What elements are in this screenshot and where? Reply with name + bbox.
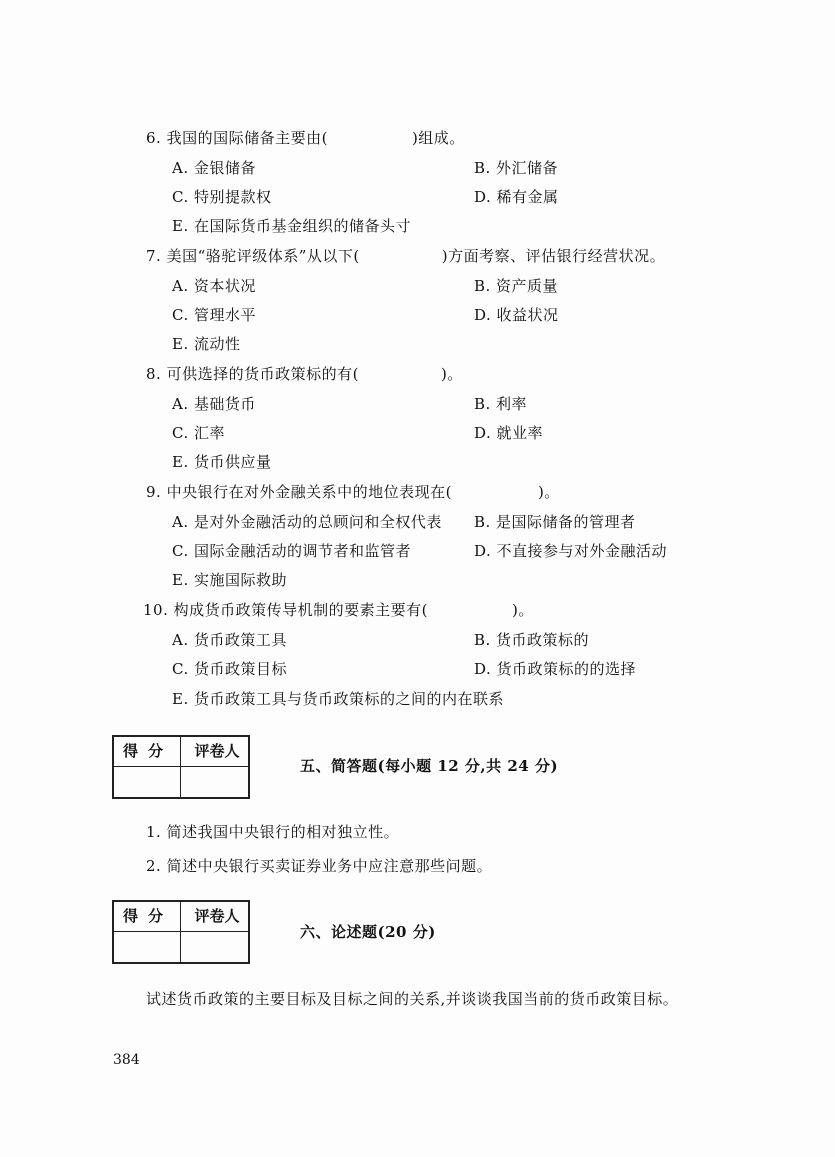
question-stem-text: )方面考察、评估银行经营状况。	[441, 247, 666, 265]
question-stem-text: 10. 构成货币政策传导机制的要素主要有(	[143, 601, 428, 619]
question-stem-text: 6. 我国的国际储备主要由(	[146, 129, 328, 147]
question-stem-text: 9. 中央银行在对外金融关系中的地位表现在(	[146, 483, 452, 501]
option-e: E. 流动性	[172, 335, 241, 353]
question-6-stem	[146, 128, 465, 148]
essay-question: 试述货币政策的主要目标及目标之间的关系,并谈谈我国当前的货币政策目标。	[146, 990, 679, 1008]
grader-label: 评卷人	[194, 742, 240, 760]
question-stem-text: )。	[537, 483, 560, 501]
option-a: A. 金银储备	[172, 159, 256, 177]
page-number: 384	[113, 1052, 140, 1068]
short-answer-question: 1. 简述我国中央银行的相对独立性。	[146, 823, 400, 841]
option-e: E. 货币供应量	[172, 453, 272, 471]
option-d: D. 稀有金属	[474, 188, 559, 206]
question-stem-text: 8. 可供选择的货币政策标的有(	[146, 365, 359, 383]
score-box	[112, 735, 250, 799]
option-d: D. 不直接参与对外金融活动	[474, 542, 668, 560]
option-d: D. 收益状况	[474, 306, 559, 324]
option-b: B. 利率	[474, 395, 528, 413]
option-c: C. 特别提款权	[172, 188, 272, 206]
grader-label: 评卷人	[194, 907, 240, 925]
option-a: A. 基础货币	[172, 395, 256, 413]
option-a: A. 货币政策工具	[172, 631, 287, 649]
question-stem-text: )。	[440, 365, 463, 383]
option-d: D. 货币政策标的的选择	[474, 660, 637, 678]
option-b: B. 货币政策标的	[474, 631, 590, 649]
question-9-stem	[146, 482, 560, 502]
option-a: A. 资本状况	[172, 277, 256, 295]
option-a: A. 是对外金融活动的总顾问和全权代表	[172, 513, 442, 531]
option-b: B. 外汇储备	[474, 159, 559, 177]
question-8-stem	[146, 364, 463, 384]
question-10-stem	[143, 600, 534, 620]
section-6-title: 六、论述题(20 分)	[300, 923, 436, 941]
section-5-title: 五、简答题(每小题 12 分,共 24 分)	[300, 757, 559, 775]
question-stem-text: 7. 美国“骆驼评级体系”从以下(	[146, 247, 360, 265]
score-label: 得分	[122, 907, 173, 925]
question-stem-text: )组成。	[411, 129, 465, 147]
option-b: B. 资产质量	[474, 277, 559, 295]
option-d: D. 就业率	[474, 424, 544, 442]
option-e: E. 在国际货币基金组织的储备头寸	[172, 217, 411, 235]
option-c: C. 管理水平	[172, 306, 256, 324]
question-stem-text: )。	[511, 601, 534, 619]
score-label: 得分	[122, 742, 173, 760]
option-c: C. 国际金融活动的调节者和监管者	[172, 542, 411, 560]
option-b: B. 是国际储备的管理者	[474, 513, 636, 531]
score-box-divider	[114, 766, 248, 767]
option-c: C. 汇率	[172, 424, 225, 442]
score-box	[112, 900, 250, 964]
score-box-divider	[114, 931, 248, 932]
score-box-divider	[180, 737, 181, 797]
option-e: E. 实施国际救助	[172, 571, 287, 589]
option-e: E. 货币政策工具与货币政策标的之间的内在联系	[172, 690, 504, 708]
short-answer-question: 2. 简述中央银行买卖证券业务中应注意那些问题。	[146, 857, 493, 875]
score-box-divider	[180, 902, 181, 962]
question-7-stem	[146, 246, 665, 266]
option-c: C. 货币政策目标	[172, 660, 287, 678]
